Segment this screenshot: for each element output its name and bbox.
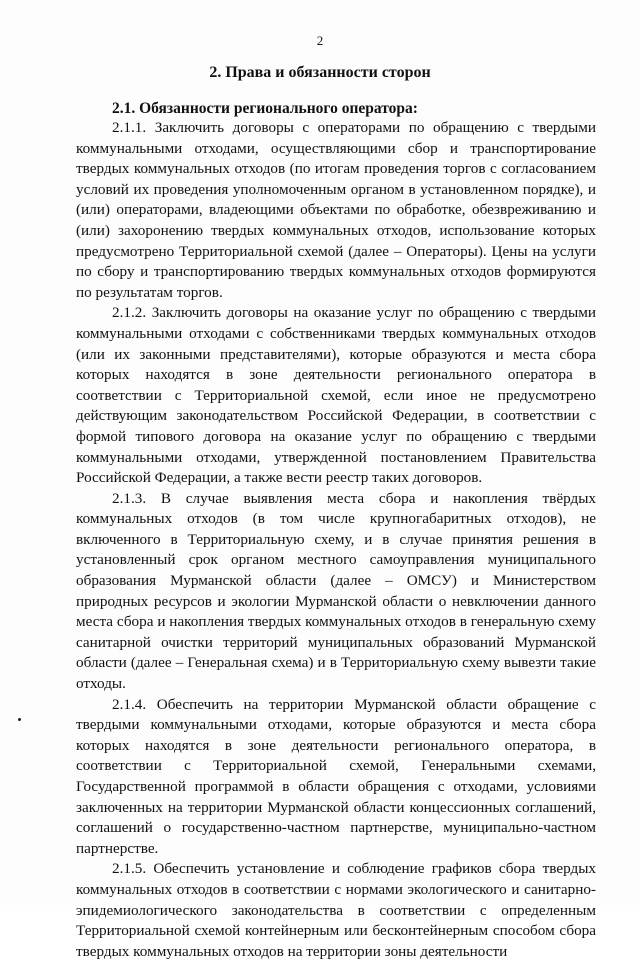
paragraph-2-1-4: 2.1.4. Обеспечить на территории Мурманской области обращение с твердыми коммунальными отходами, которые образуются и места сбора которых находятся в зоне деятельности регионального оператора, в соответствии с Территориальной схемой, Генеральными схемами, Государственной программой в области обращения с отходами, условиями заключенных на территории Мурманской области концессионных соглашений, соглашений о государственно-частном партнерстве, муниципально-частном партнерстве. [76, 695, 596, 857]
paragraph-2-1-5: 2.1.5. Обеспечить установление и соблюдение графиков сбора твердых коммунальных отходов в соответствии с нормами экологического и санитарно-эпидемиологического законодательства в соответствии с определенным Территориальной схемой контейнерным или бесконтейнерным способом сбора твердых коммунальных отходов на территории зоны деятельности [76, 860, 596, 960]
paragraph-2-1-1: 2.1.1. Заключить договоры с операторами по обращению с твердыми коммунальными отходами, осуществляющими сбор и транспортирование твердых коммунальных отходов (по итогам проведения торгов с согласованием условий их проведения уполномоченным органом в установленном порядке), и (или) операторами, владеющими объектами по обработке, обезвреживанию и (или) захоронению твердых коммунальных отходов, использование которых предусмотрено Территориальной схемой (далее – Операторы). Цены на услуги по сбору и транспортированию твердых коммунальных отходов формируются по результатам торгов. [76, 119, 596, 301]
paragraph-2-1-3: 2.1.3. В случае выявления места сбора и накопления твёрдых коммунальных отходов (в том числе крупногабаритных отходов), не включенного в Территориальную схему, и в случае принятия решения в установленный срок органом местного самоуправления муниципального образования Мурманской области (далее – ОМСУ) и Министерством природных ресурсов и экологии Мурманской области о невключении данного места сбора и накопления твердых коммунальных отходов в генеральную схему санитарной очистки территорий муниципальных образований Мурманской области (далее – Генеральная схема) и в Территориальную схему вывезти такие отходы. [76, 489, 596, 693]
section-title: 2. Права и обязанности сторон [209, 64, 431, 81]
subsection-title: 2.1. Обязанности регионального оператора: [112, 100, 418, 117]
paragraph-2-1-2: 2.1.2. Заключить договоры на оказание услуг по обращению с твердыми коммунальными отходами с собственниками твердых коммунальных отходов (или их законными представителями), которые образуются и места сбора которых находятся в зоне деятельности регионального оператора в соответствии с Территориальной схемой, если иное не предусмотрено действующим законодательством Российской Федерации, в соответствии с формой типового договора на оказание услуг по обращению с твердыми коммунальными отходами, утвержденной постановлением Правительства Российской Федерации, а также вести реестр таких договоров. [76, 304, 596, 487]
margin-mark [18, 718, 21, 721]
body-text [76, 118, 596, 962]
page-number: 2 [316, 33, 324, 48]
